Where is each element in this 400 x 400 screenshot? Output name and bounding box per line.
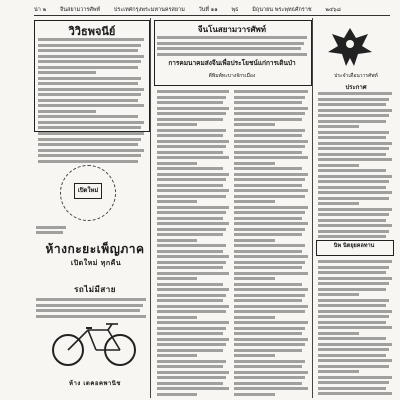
text-line <box>38 88 144 91</box>
text-line <box>234 299 302 302</box>
text-line <box>157 178 226 181</box>
text-line <box>157 162 197 165</box>
text-line <box>318 271 386 274</box>
text-line <box>318 197 389 200</box>
text-line <box>234 393 275 396</box>
page-header <box>34 5 390 16</box>
middle-byline: ตีพิมพ์ทะบางจักรเมือง <box>208 73 256 79</box>
text-line <box>157 343 226 346</box>
text-line <box>318 332 359 335</box>
text-line <box>318 98 389 101</box>
text-line <box>234 156 308 159</box>
text-line <box>157 156 229 159</box>
text-line <box>318 224 392 227</box>
text-line <box>157 53 307 56</box>
text-line <box>234 228 305 231</box>
text-line <box>318 114 389 117</box>
text-line <box>157 294 226 297</box>
text-line <box>234 305 308 308</box>
text-line <box>38 143 138 146</box>
text-line <box>234 101 302 104</box>
text-line <box>318 321 386 324</box>
text-line <box>318 381 389 384</box>
text-line <box>234 123 275 126</box>
text-line <box>36 298 146 301</box>
text-line <box>157 42 304 45</box>
text-line <box>234 277 275 280</box>
text-line <box>157 272 229 275</box>
bicycle-illustration <box>50 318 140 368</box>
text-line <box>318 288 386 291</box>
text-line <box>318 230 389 233</box>
text-line <box>318 180 389 183</box>
text-line <box>157 167 223 170</box>
text-line <box>36 309 140 312</box>
text-line <box>234 382 302 385</box>
text-line <box>36 231 63 234</box>
text-line <box>157 112 226 115</box>
text-line <box>318 202 359 205</box>
text-line <box>38 66 138 69</box>
text-line <box>318 387 386 390</box>
text-line <box>318 169 386 172</box>
text-line <box>234 96 305 99</box>
text-line <box>36 304 143 307</box>
text-line <box>234 294 305 297</box>
text-line <box>38 115 138 118</box>
text-line <box>234 90 308 93</box>
text-line <box>318 299 389 302</box>
ad-badge: เปิดใหม่ <box>74 183 102 199</box>
text-line <box>157 90 229 93</box>
text-line <box>234 338 308 341</box>
text-line <box>157 233 223 236</box>
ad-shop-name: ห้างกะยะเพ็ญภาค <box>45 242 145 256</box>
text-line <box>234 321 308 324</box>
text-line <box>318 136 386 139</box>
text-line <box>318 153 386 156</box>
text-line <box>38 104 144 107</box>
text-line <box>318 147 389 150</box>
text-line <box>234 371 308 374</box>
text-line <box>38 71 96 74</box>
text-line <box>318 304 386 307</box>
text-line <box>157 261 226 264</box>
text-line <box>38 149 144 152</box>
text-line <box>157 321 229 324</box>
text-line <box>318 213 389 216</box>
text-line <box>318 120 386 123</box>
text-line <box>234 288 308 291</box>
text-line <box>234 189 308 192</box>
text-line <box>157 222 229 225</box>
paper-name-small: จีนสยามวารศัพท์ <box>59 7 101 13</box>
text-line <box>234 118 302 121</box>
text-line <box>234 387 308 390</box>
text-line <box>157 173 229 176</box>
text-line <box>157 118 223 121</box>
text-line <box>318 282 389 285</box>
text-line <box>318 310 392 313</box>
text-line <box>234 327 305 330</box>
text-line <box>318 359 392 362</box>
text-line <box>234 140 308 143</box>
text-line <box>318 186 386 189</box>
text-line <box>318 326 392 329</box>
text-line <box>157 217 223 220</box>
text-line <box>234 360 305 363</box>
text-line <box>157 387 229 390</box>
text-line <box>157 140 229 143</box>
text-line <box>38 160 138 163</box>
text-line <box>157 239 197 242</box>
text-line <box>234 261 305 264</box>
middle-headline: การคมนาคมส่งจีนเพื่อประโยชน์แก่การเดินป่า <box>168 59 296 67</box>
text-line <box>234 255 308 258</box>
shop-footer: ห้าง เตคอคพานิช <box>69 380 121 387</box>
issue-date: วันที่ ๑๑ <box>198 7 218 13</box>
text-line <box>318 175 392 178</box>
text-line <box>318 266 389 269</box>
text-line <box>318 348 389 351</box>
text-line <box>234 310 305 313</box>
text-line <box>318 376 392 379</box>
org-name: ประเทศกรุงพระมหานครสยาม <box>113 7 185 13</box>
text-line <box>234 134 302 137</box>
right-box-title: นิพ นิตยุยคลทาน <box>333 243 375 249</box>
text-line <box>157 393 197 396</box>
text-line <box>157 134 223 137</box>
text-line <box>234 167 302 170</box>
right-subheading: ประกาศ <box>345 84 367 91</box>
text-line <box>38 38 144 41</box>
text-line <box>38 82 138 85</box>
garuda-emblem <box>322 24 378 68</box>
text-line <box>157 228 226 231</box>
text-line <box>157 288 229 291</box>
text-line <box>38 55 144 58</box>
text-line <box>38 44 141 47</box>
text-line <box>318 315 389 318</box>
text-line <box>157 107 229 110</box>
text-line <box>157 211 226 214</box>
text-line <box>234 266 302 269</box>
text-line <box>157 299 223 302</box>
text-line <box>157 360 226 363</box>
text-line <box>318 92 392 95</box>
text-line <box>318 131 389 134</box>
text-line <box>318 337 386 340</box>
text-line <box>38 132 144 135</box>
text-line <box>38 126 141 129</box>
text-line <box>157 184 223 187</box>
text-line <box>234 376 305 379</box>
text-line <box>318 370 359 373</box>
text-line <box>38 110 96 113</box>
text-line <box>157 266 223 269</box>
text-line <box>36 226 66 229</box>
text-line <box>157 354 197 357</box>
column-divider <box>312 18 313 398</box>
year: ๒๔๖๘ <box>325 7 341 13</box>
text-line <box>318 343 392 346</box>
text-line <box>234 354 275 357</box>
middle-masthead: จีนโนสยามวารศัพท์ <box>197 24 267 34</box>
text-line <box>234 349 302 352</box>
text-line <box>234 184 302 187</box>
text-line <box>157 255 229 258</box>
text-line <box>157 123 197 126</box>
text-line <box>157 189 229 192</box>
right-caption: ประจำเดือนวารศัพท์ <box>334 73 378 79</box>
text-line <box>157 96 226 99</box>
text-line <box>157 206 229 209</box>
text-line <box>234 365 302 368</box>
text-line <box>157 338 229 341</box>
text-line <box>234 211 305 214</box>
text-line <box>157 250 223 253</box>
text-line <box>234 107 308 110</box>
text-line <box>38 93 141 96</box>
text-line <box>234 151 302 154</box>
text-line <box>157 36 307 39</box>
text-line <box>234 200 275 203</box>
text-line <box>157 195 226 198</box>
text-line <box>318 125 359 128</box>
column-divider <box>150 18 151 398</box>
text-line <box>157 327 226 330</box>
text-line <box>318 260 392 263</box>
text-line <box>157 244 226 247</box>
text-line <box>157 376 226 379</box>
text-line <box>318 208 392 211</box>
text-line <box>234 332 302 335</box>
text-line <box>157 47 301 50</box>
text-line <box>318 103 386 106</box>
text-line <box>157 277 197 280</box>
text-line <box>157 316 197 319</box>
text-line <box>234 145 305 148</box>
weekday: พุธ <box>231 7 239 13</box>
text-line <box>234 195 305 198</box>
month: มิถุนายน พระพุทธศักราช <box>252 7 312 13</box>
text-line <box>38 77 141 80</box>
text-line <box>234 162 275 165</box>
text-line <box>157 305 229 308</box>
text-line <box>38 154 141 157</box>
text-line <box>157 145 226 148</box>
text-line <box>157 200 197 203</box>
page-number: น่า ๒ <box>34 7 47 13</box>
text-line <box>234 244 305 247</box>
text-line <box>234 129 305 132</box>
text-line <box>234 206 308 209</box>
text-line <box>38 60 141 63</box>
text-line <box>318 164 359 167</box>
text-line <box>157 283 223 286</box>
text-line <box>38 49 138 52</box>
text-line <box>157 332 223 335</box>
text-line <box>318 293 359 296</box>
text-line <box>234 283 302 286</box>
text-line <box>157 101 223 104</box>
text-line <box>318 277 392 280</box>
text-line <box>234 173 308 176</box>
text-line <box>318 109 392 112</box>
text-line <box>157 382 223 385</box>
text-line <box>157 310 226 313</box>
ad-slogan: รถไม่มีสาย <box>74 284 116 294</box>
text-line <box>318 365 389 368</box>
ad-subtitle: เปิดใหม่ ทุกคืน <box>70 258 122 267</box>
text-line <box>318 158 392 161</box>
text-line <box>318 142 392 145</box>
text-line <box>38 99 138 102</box>
text-line <box>234 239 275 242</box>
text-line <box>318 392 392 395</box>
text-line <box>318 354 386 357</box>
text-line <box>234 112 305 115</box>
left-masthead: วิวิธพจนีย์ <box>68 25 116 38</box>
text-line <box>234 217 302 220</box>
text-line <box>157 365 223 368</box>
text-line <box>234 178 305 181</box>
text-line <box>38 138 141 141</box>
text-line <box>234 222 308 225</box>
text-line <box>157 129 226 132</box>
text-line <box>318 219 386 222</box>
text-line <box>234 233 302 236</box>
text-line <box>234 343 305 346</box>
text-line <box>38 121 144 124</box>
text-line <box>318 191 392 194</box>
text-line <box>234 250 302 253</box>
text-line <box>234 316 275 319</box>
text-line <box>157 151 223 154</box>
text-line <box>157 371 229 374</box>
text-line <box>234 272 308 275</box>
text-line <box>157 349 223 352</box>
text-line <box>318 235 386 238</box>
